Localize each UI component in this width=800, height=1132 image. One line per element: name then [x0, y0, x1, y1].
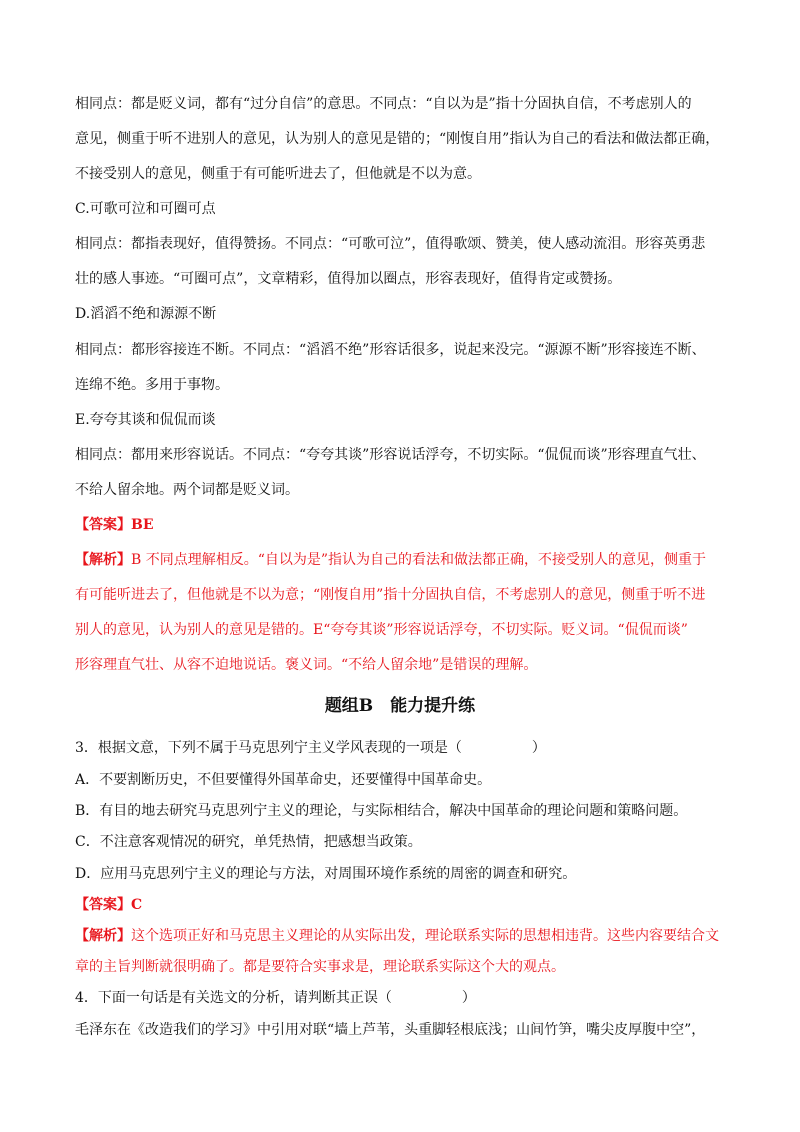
analysis-1-line: 有可能听进去了，但他就是不以为意；“刚愎自用”指十分固执自信，不考虑别人的意见，侧重于听不进: [75, 587, 706, 603]
analysis-label: 【解析】: [75, 928, 131, 944]
text-line: 连绵不绝。多用于事物。: [75, 377, 229, 393]
answer-2: [75, 895, 142, 915]
analysis-1-line: 形容理直气壮、从容不迫地说话。褒义词。“不给人留余地”是错误的理解。: [75, 657, 538, 673]
analysis-label: 【解析】: [75, 552, 131, 568]
analysis-2-line: [75, 926, 719, 946]
text-line: 相同点：都用来形容说话。不同点：“夸夸其谈”形容说话浮夸，不切实际。“侃侃而谈”形容理直气壮、: [75, 447, 706, 463]
text-line: 意见，侧重于听不进别人的意见，认为别人的意见是错的；“刚愎自用”指认为自己的看法和做法都正确，: [75, 131, 720, 147]
option-heading-c: C.可歌可泣和可圈可点: [75, 201, 216, 217]
text-line: 不接受别人的意见，侧重于有可能听进去了，但他就是不以为意。: [75, 166, 481, 182]
question-4-text: 毛泽东在《改造我们的学习》中引用对联“墙上芦苇，头重脚轻根底浅；山间竹笋，嘴尖皮厚腹中空”，: [75, 1022, 706, 1038]
text-line: 相同点：都是贬义词，都有“过分自信”的意思。不同点：“自以为是”指十分固执自信，不考虑别人的: [75, 96, 692, 112]
question-3-option-a: A．不要割断历史，不但要懂得外国革命史，还要懂得中国革命史。: [75, 772, 492, 788]
section-title: 题组B 能力提升练: [324, 696, 476, 716]
question-3-stem: 3．根据文意，下列不属于马克思列宁主义学风表现的一项是（ ）: [75, 740, 546, 756]
option-heading-e: E.夸夸其谈和侃侃而谈: [75, 412, 216, 428]
answer-value: BE: [131, 517, 154, 533]
question-3-option-c: C．不注意客观情况的研究，单凭热情，把感想当政策。: [75, 834, 422, 850]
question-4-stem: 4．下面一句话是有关选文的分析，请判断其正误（ ）: [75, 990, 476, 1006]
text-line: 相同点：都形容接连不断。不同点：“滔滔不绝”形容话很多，说起来没完。“源源不断”形容接连不断、: [75, 342, 706, 358]
analysis-text: 这个选项正好和马克思主义理论的从实际出发，理论联系实际的思想相违背。这些内容要结合文: [131, 928, 719, 944]
question-3-option-b: B．有目的地去研究马克思列宁主义的理论，与实际相结合，解决中国革命的理论问题和策略问题。: [75, 803, 688, 819]
analysis-1-line: 别人的意见，认为别人的意见是错的。E“夸夸其谈”形容说话浮夸，不切实际。贬义词。“侃侃而谈”: [75, 622, 688, 638]
text-line: 不给人留余地。两个词都是贬义词。: [75, 482, 299, 498]
answer-label: 【答案】: [75, 897, 131, 913]
text-line: 壮的感人事迹。“可圈可点”，文章精彩，值得加以圈点，形容表现好，值得肯定或赞扬。: [75, 271, 622, 287]
analysis-1-line: [75, 550, 706, 570]
option-heading-d: D.滔滔不绝和源源不断: [75, 306, 217, 322]
text-line: 相同点：都指表现好，值得赞扬。不同点：“可歌可泣”，值得歌颂、赞美，使人感动流泪。形容英勇悲: [75, 236, 706, 252]
answer-value: C: [131, 897, 143, 913]
analysis-2-line: 章的主旨判断就很明确了。都是要符合实事求是，理论联系实际这个大的观点。: [75, 959, 565, 975]
answer-1: [75, 515, 154, 535]
question-3-option-d: D．应用马克思列宁主义的理论与方法，对周围环境作系统的周密的调查和研究。: [75, 866, 577, 882]
analysis-text: B 不同点理解相反。“自以为是”指认为自己的看法和做法都正确，不接受别人的意见，侧重于: [131, 552, 707, 568]
answer-label: 【答案】: [75, 517, 131, 533]
